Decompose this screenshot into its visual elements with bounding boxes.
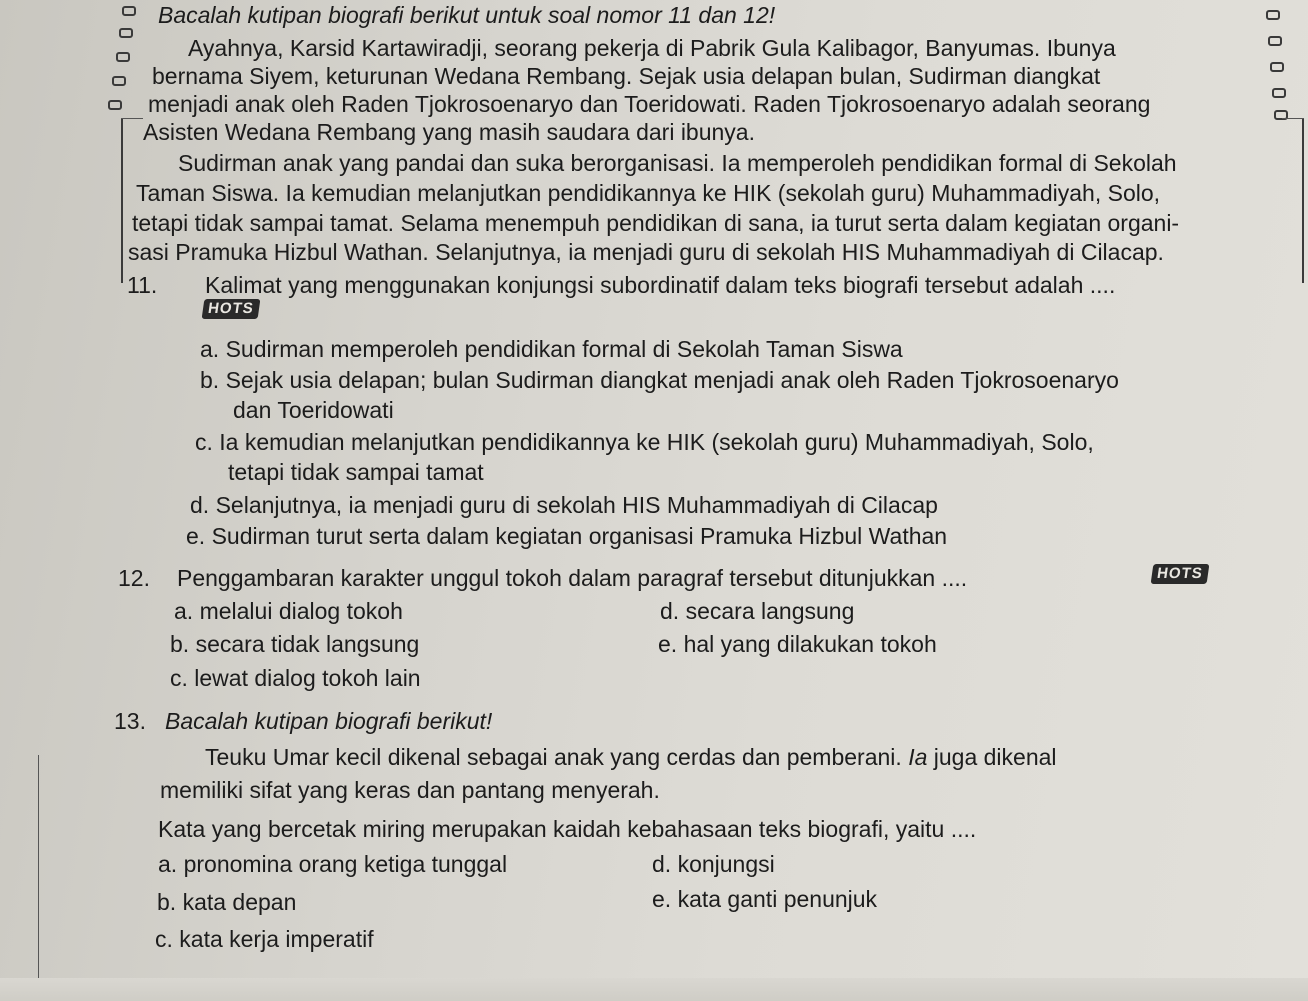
q13-passage-line: memiliki sifat yang keras dan pantang menyerah. [160, 777, 660, 803]
binding-ring-decoration [122, 6, 136, 16]
page-bottom-edge [0, 978, 1308, 1001]
question-text: Kata yang bercetak miring merupakan kaidah kebahasaan teks biografi, yaitu .... [158, 816, 977, 842]
option-c[interactable]: c. Ia kemudian melanjutkan pendidikannya ke HIK (sekolah guru) Muhammadiyah, Solo, [195, 429, 1094, 455]
passage-line: tetapi tidak sampai tamat. Selama menempuh pendidikan di sana, ia turut serta dalam kegiatan organi- [132, 210, 1180, 236]
option-b-continuation: dan Toeridowati [233, 397, 394, 423]
intro-heading: Bacalah kutipan biografi berikut untuk soal nomor 11 dan 12! [158, 2, 776, 28]
binding-ring-decoration [1270, 62, 1284, 72]
question-text: Kalimat yang menggunakan konjungsi subordinatif dalam teks biografi tersebut adalah .... [205, 272, 1116, 298]
question-number: 13. [114, 708, 146, 734]
option-c[interactable]: c. kata kerja imperatif [155, 926, 374, 952]
option-e[interactable]: e. Sudirman turut serta dalam kegiatan organisasi Pramuka Hizbul Wathan [186, 523, 948, 549]
passage-box-top-right-border [1282, 118, 1304, 119]
passage-line: Sudirman anak yang pandai dan suka berorganisasi. Ia memperoleh pendidikan formal di Sekolah [178, 150, 1177, 176]
passage-line: Asisten Wedana Rembang yang masih saudara dari ibunya. [143, 119, 755, 145]
passage-line: Ayahnya, Karsid Kartawiradji, seorang pekerja di Pabrik Gula Kalibagor, Banyumas. Ibunya [188, 35, 1116, 61]
q13-passage-part: Teuku Umar kecil dikenal sebagai anak yang cerdas dan pemberani. [205, 744, 909, 770]
binding-ring-decoration [1266, 10, 1280, 20]
binding-ring-decoration [1272, 88, 1286, 98]
question-number: 12. [118, 565, 150, 591]
option-a[interactable]: a. melalui dialog tokoh [174, 598, 403, 624]
question-number: 11. [127, 272, 158, 298]
passage-line: bernama Siyem, keturunan Wedana Rembang. Sejak usia delapan bulan, Sudirman diangkat [152, 63, 1101, 89]
passage-line: Taman Siswa. Ia kemudian melanjutkan pendidikannya ke HIK (sekolah guru) Muhammadiyah, Solo, [136, 180, 1161, 206]
q13-passage-line [205, 743, 1057, 771]
passage-box-top-left-border [121, 118, 143, 119]
q13-heading: Bacalah kutipan biografi berikut! [165, 708, 493, 734]
option-a[interactable]: a. Sudirman memperoleh pendidikan formal di Sekolah Taman Siswa [200, 336, 903, 362]
binding-ring-decoration [1268, 36, 1282, 46]
option-a[interactable]: a. pronomina orang ketiga tunggal [158, 851, 508, 877]
binding-ring-decoration [108, 100, 122, 110]
hots-badge: HOTS [202, 299, 260, 319]
q13-italic-word: Ia [908, 744, 928, 770]
passage-box-left-border [121, 118, 123, 283]
passage-line: sasi Pramuka Hizbul Wathan. Selanjutnya, ia menjadi guru di sekolah HIS Muhammadiyah di Cilacap. [128, 239, 1164, 265]
option-c[interactable]: c. lewat dialog tokoh lain [170, 665, 421, 691]
option-c-continuation: tetapi tidak sampai tamat [228, 459, 484, 485]
option-d[interactable]: d. Selanjutnya, ia menjadi guru di sekolah HIS Muhammadiyah di Cilacap [190, 492, 938, 518]
hots-badge: HOTS [1151, 564, 1209, 584]
passage-box-right-border [1302, 118, 1304, 283]
option-d[interactable]: d. konjungsi [652, 851, 775, 877]
option-e[interactable]: e. hal yang dilakukan tokoh [658, 631, 937, 657]
passage-line: menjadi anak oleh Raden Tjokrosoenaryo dan Toeridowati. Raden Tjokrosoenaryo adalah seorang [148, 91, 1151, 117]
binding-ring-decoration [116, 52, 130, 62]
q13-passage-part: juga dikenal [927, 744, 1057, 770]
binding-ring-decoration [112, 76, 126, 86]
option-b[interactable]: b. secara tidak langsung [170, 631, 420, 657]
binding-ring-decoration [119, 28, 133, 38]
option-b[interactable]: b. Sejak usia delapan; bulan Sudirman diangkat menjadi anak oleh Raden Tjokrosoenaryo [200, 367, 1119, 393]
option-e[interactable]: e. kata ganti penunjuk [652, 886, 878, 912]
question-text: Penggambaran karakter unggul tokoh dalam paragraf tersebut ditunjukkan .... [177, 565, 968, 591]
q13-box-left-border [38, 755, 39, 987]
option-b[interactable]: b. kata depan [157, 889, 297, 915]
option-d[interactable]: d. secara langsung [660, 598, 855, 624]
